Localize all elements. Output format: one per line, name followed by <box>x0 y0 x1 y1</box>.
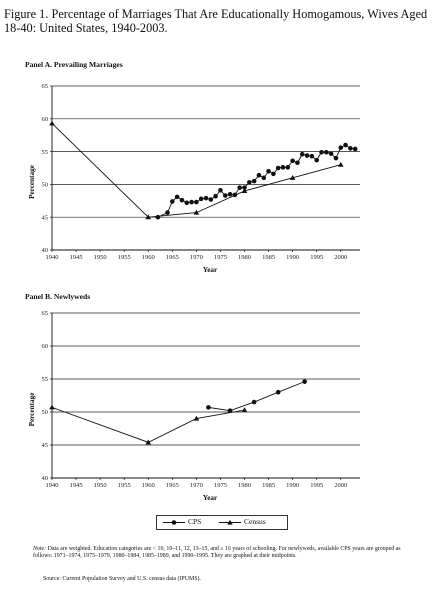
panel-b-x-tick-label: 1970 <box>189 482 203 489</box>
legend <box>156 515 288 530</box>
panel-a-x-tick-label: 1960 <box>141 254 155 261</box>
panel-a-cps-point <box>165 210 170 215</box>
panel-b-x-axis-title: Year <box>202 494 218 502</box>
panel-b-title: Panel B. Newlyweds <box>25 292 91 301</box>
panel-b-cps-point <box>302 379 307 384</box>
panel-b-y-tick-label: 50 <box>41 409 48 417</box>
figure-source <box>43 576 423 582</box>
note-label: Note: <box>33 546 47 552</box>
panel-b-y-tick-label: 60 <box>41 343 48 351</box>
panel-a-y-axis-title: Percentage <box>28 165 36 199</box>
panel-a-x-tick-label: 1990 <box>286 254 300 261</box>
panel-a-y-tick-label: 65 <box>41 83 48 91</box>
panel-a-cps-point <box>290 158 295 163</box>
source-label: Source: <box>43 576 61 582</box>
panel-a-cps-point <box>252 179 257 184</box>
panel-b-cps-point <box>276 390 281 395</box>
legend-cps-marker <box>172 520 177 525</box>
panel-a-cps-point <box>261 176 266 181</box>
figure-title: Figure 1. Percentage of Marriages That Are Educationally Homogamous, Wives Aged 18-40: United States, 1940-2003. <box>4 7 428 35</box>
panel-a-cps-point <box>156 215 161 220</box>
panel-b-x-tick-label: 1960 <box>141 482 155 489</box>
panel-a-cps-point <box>223 193 228 198</box>
panel-a-cps-point <box>209 197 214 202</box>
panel-b-x-tick-label: 1940 <box>45 482 59 489</box>
panel-a-y-tick-label: 40 <box>41 247 48 255</box>
panel-b-cps-line <box>208 382 304 411</box>
panel-a-cps-point <box>329 151 334 156</box>
panel-a-y-tick-label: 55 <box>41 148 48 156</box>
panel-b-cps-point <box>252 400 257 405</box>
panel-a-x-tick-label: 1985 <box>262 254 276 261</box>
panel-a-title: Panel A. Prevailing Marriages <box>25 60 123 69</box>
panel-a-cps-point <box>204 196 209 201</box>
panel-a-cps-point <box>300 152 305 157</box>
panel-a-cps-point <box>199 197 204 202</box>
panel-a-cps-point <box>175 195 180 200</box>
panel-a-cps-point <box>180 198 185 203</box>
panel-b-x-tick-label: 1995 <box>310 482 324 489</box>
panel-b-x-tick-label: 1985 <box>262 482 276 489</box>
panel-a-x-tick-label: 1975 <box>213 254 227 261</box>
panel-a-x-axis-title: Year <box>202 266 218 274</box>
panel-a-cps-point <box>247 180 252 185</box>
panel-a-cps-point <box>338 145 343 150</box>
panel-a-x-tick-label: 1965 <box>165 254 179 261</box>
panel-b-x-tick-label: 1990 <box>286 482 300 489</box>
panel-a-cps-point <box>310 154 315 159</box>
panel-b-census-point <box>242 407 248 412</box>
panel-a-cps-point <box>353 147 358 152</box>
panel-a-y-tick-label: 50 <box>41 181 48 189</box>
panel-b-x-tick-label: 1950 <box>93 482 107 489</box>
panel-b-x-tick-label: 1945 <box>69 482 83 489</box>
panel-a-cps-point <box>194 200 199 205</box>
panel-a-cps-point <box>170 199 175 204</box>
source-text: Current Population Survey and U.S. census data (IPUMS). <box>62 576 201 582</box>
panel-a-x-tick-label: 1995 <box>310 254 324 261</box>
legend-census-label: Census <box>244 517 266 526</box>
panel-a-x-tick-label: 2000 <box>334 254 348 261</box>
panel-a-cps-point <box>295 160 300 165</box>
panel-a-x-tick-label: 1955 <box>117 254 131 261</box>
panel-a-x-tick-label: 1980 <box>238 254 251 261</box>
panel-b-x-tick-label: 1965 <box>165 482 179 489</box>
panel-b-y-tick-label: 45 <box>41 442 48 450</box>
panel-a-x-tick-label: 1940 <box>45 254 59 261</box>
panel-b-x-tick-label: 1955 <box>117 482 131 489</box>
panel-a-census-point <box>49 121 55 126</box>
panel-a-cps-point <box>266 169 271 174</box>
panel-a-cps-point <box>218 188 223 193</box>
panel-b-x-tick-label: 1980 <box>238 482 251 489</box>
panel-a-cps-point <box>237 185 242 190</box>
figure-note <box>33 546 413 561</box>
panel-a-cps-point <box>286 165 291 170</box>
panel-b-y-tick-label: 55 <box>41 376 48 384</box>
panel-b-y-tick-label: 65 <box>41 310 48 318</box>
panel-a-cps-point <box>348 146 353 151</box>
panel-a-x-tick-label: 1945 <box>69 254 83 261</box>
panel-a-cps-point <box>314 158 319 163</box>
panel-a-cps-point <box>228 192 233 197</box>
note-text: Data are weighted. Education categories are < 10, 10–11, 12, 13–15, and ≥ 16 years of schooling. For newlyweds, available CPS years are grouped as follows: 1971–1974, 1975–1979, 1980–1984, 1985–1989, and 1990–1995. They are graphed at their midpoints. <box>33 546 401 560</box>
panel-a-cps-point <box>319 150 324 155</box>
panel-a-y-tick-label: 45 <box>41 214 48 222</box>
legend-symbols <box>157 516 287 529</box>
panel-b-cps-point <box>206 405 211 410</box>
panel-a-x-tick-label: 1970 <box>189 254 203 261</box>
panel-b-census-line <box>52 407 245 442</box>
panel-a-y-tick-label: 60 <box>41 116 48 123</box>
panel-a-cps-point <box>281 165 286 170</box>
panel-a-cps-point <box>334 156 339 161</box>
panel-a-x-tick-label: 1950 <box>93 254 107 261</box>
panel-a-cps-point <box>271 172 276 177</box>
legend-cps-label: CPS <box>188 517 202 526</box>
panel-b-y-tick-label: 40 <box>41 475 48 483</box>
panel-a-cps-line <box>158 145 355 217</box>
panel-a-cps-point <box>213 194 218 199</box>
panel-b-x-tick-label: 2000 <box>334 482 348 489</box>
panel-a-cps-point <box>184 200 189 205</box>
panel-b-y-axis-title: Percentage <box>28 392 36 427</box>
panel-b-census-point <box>49 405 55 410</box>
panel-a-cps-point <box>189 200 194 205</box>
panel-b-x-tick-label: 1975 <box>213 482 227 489</box>
panel-a-cps-point <box>305 153 310 158</box>
panel-a-cps-point <box>276 166 281 171</box>
panel-a-cps-point <box>324 150 329 155</box>
panel-a-census-point <box>338 162 344 167</box>
panel-a-cps-point <box>257 173 262 178</box>
panel-a-cps-point <box>343 143 348 148</box>
